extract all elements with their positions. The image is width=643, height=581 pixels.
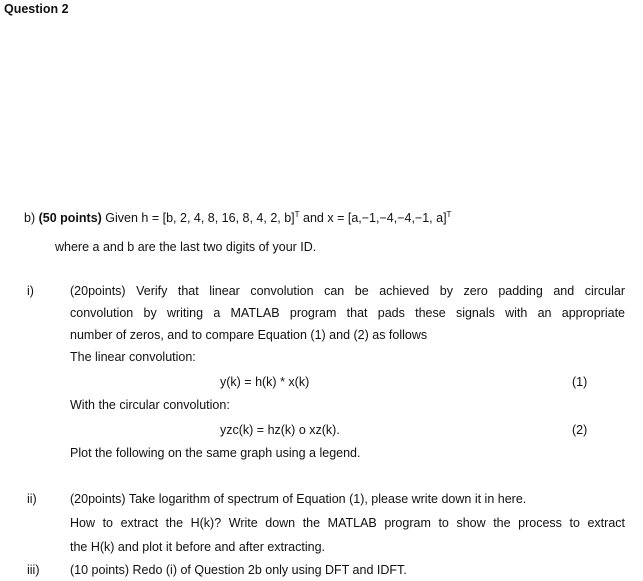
question-heading: Question 2: [4, 2, 69, 16]
part-i-label: i): [27, 284, 34, 298]
part-i-line-1: (20points) Verify that linear convolution can be achieved by zero padding and circular: [70, 284, 625, 298]
part-ii-line-1: (20points) Take logarithm of spectrum of Equation (1), please write down it in here.: [70, 492, 527, 506]
plot-instruction: Plot the following on the same graph using a legend.: [70, 446, 361, 460]
equation-2: yzc(k) = hz(k) o xz(k).: [220, 423, 340, 437]
part-iii-label: iii): [27, 563, 40, 577]
part-iii-line-1: (10 points) Redo (i) of Question 2b only using DFT and IDFT.: [70, 563, 407, 577]
circular-convolution-label: With the circular convolution:: [70, 398, 230, 412]
given-h-text: Given h = [b, 2, 4, 8, 16, 8, 4, 2, b]: [105, 211, 295, 225]
transpose-sup-x: T: [446, 209, 452, 219]
id-note: where a and b are the last two digits of your ID.: [55, 240, 317, 254]
equation-1: y(k) = h(k) * x(k): [220, 375, 310, 389]
equation-1-number: (1): [572, 375, 588, 389]
part-b-label: b): [24, 211, 36, 225]
part-ii-line-3: the H(k) and plot it before and after extracting.: [70, 540, 325, 554]
linear-convolution-label: The linear convolution:: [70, 350, 196, 364]
part-ii-line-2: How to extract the H(k)? Write down the MATLAB program to show the process to extract: [70, 516, 625, 530]
part-i-line-2: convolution by writing a MATLAB program that pads these signals with an appropriate: [70, 306, 625, 320]
transpose-sup-h: T: [294, 209, 300, 219]
part-b-points: (50 points): [38, 211, 102, 225]
part-ii-label: ii): [27, 492, 37, 506]
part-i-line-3: number of zeros, and to compare Equation (1) and (2) as follows: [70, 328, 428, 342]
and-x-text: and x = [a,−1,−4,−4,−1, a]: [299, 211, 447, 225]
equation-2-number: (2): [572, 423, 588, 437]
part-b-line: [24, 211, 451, 225]
